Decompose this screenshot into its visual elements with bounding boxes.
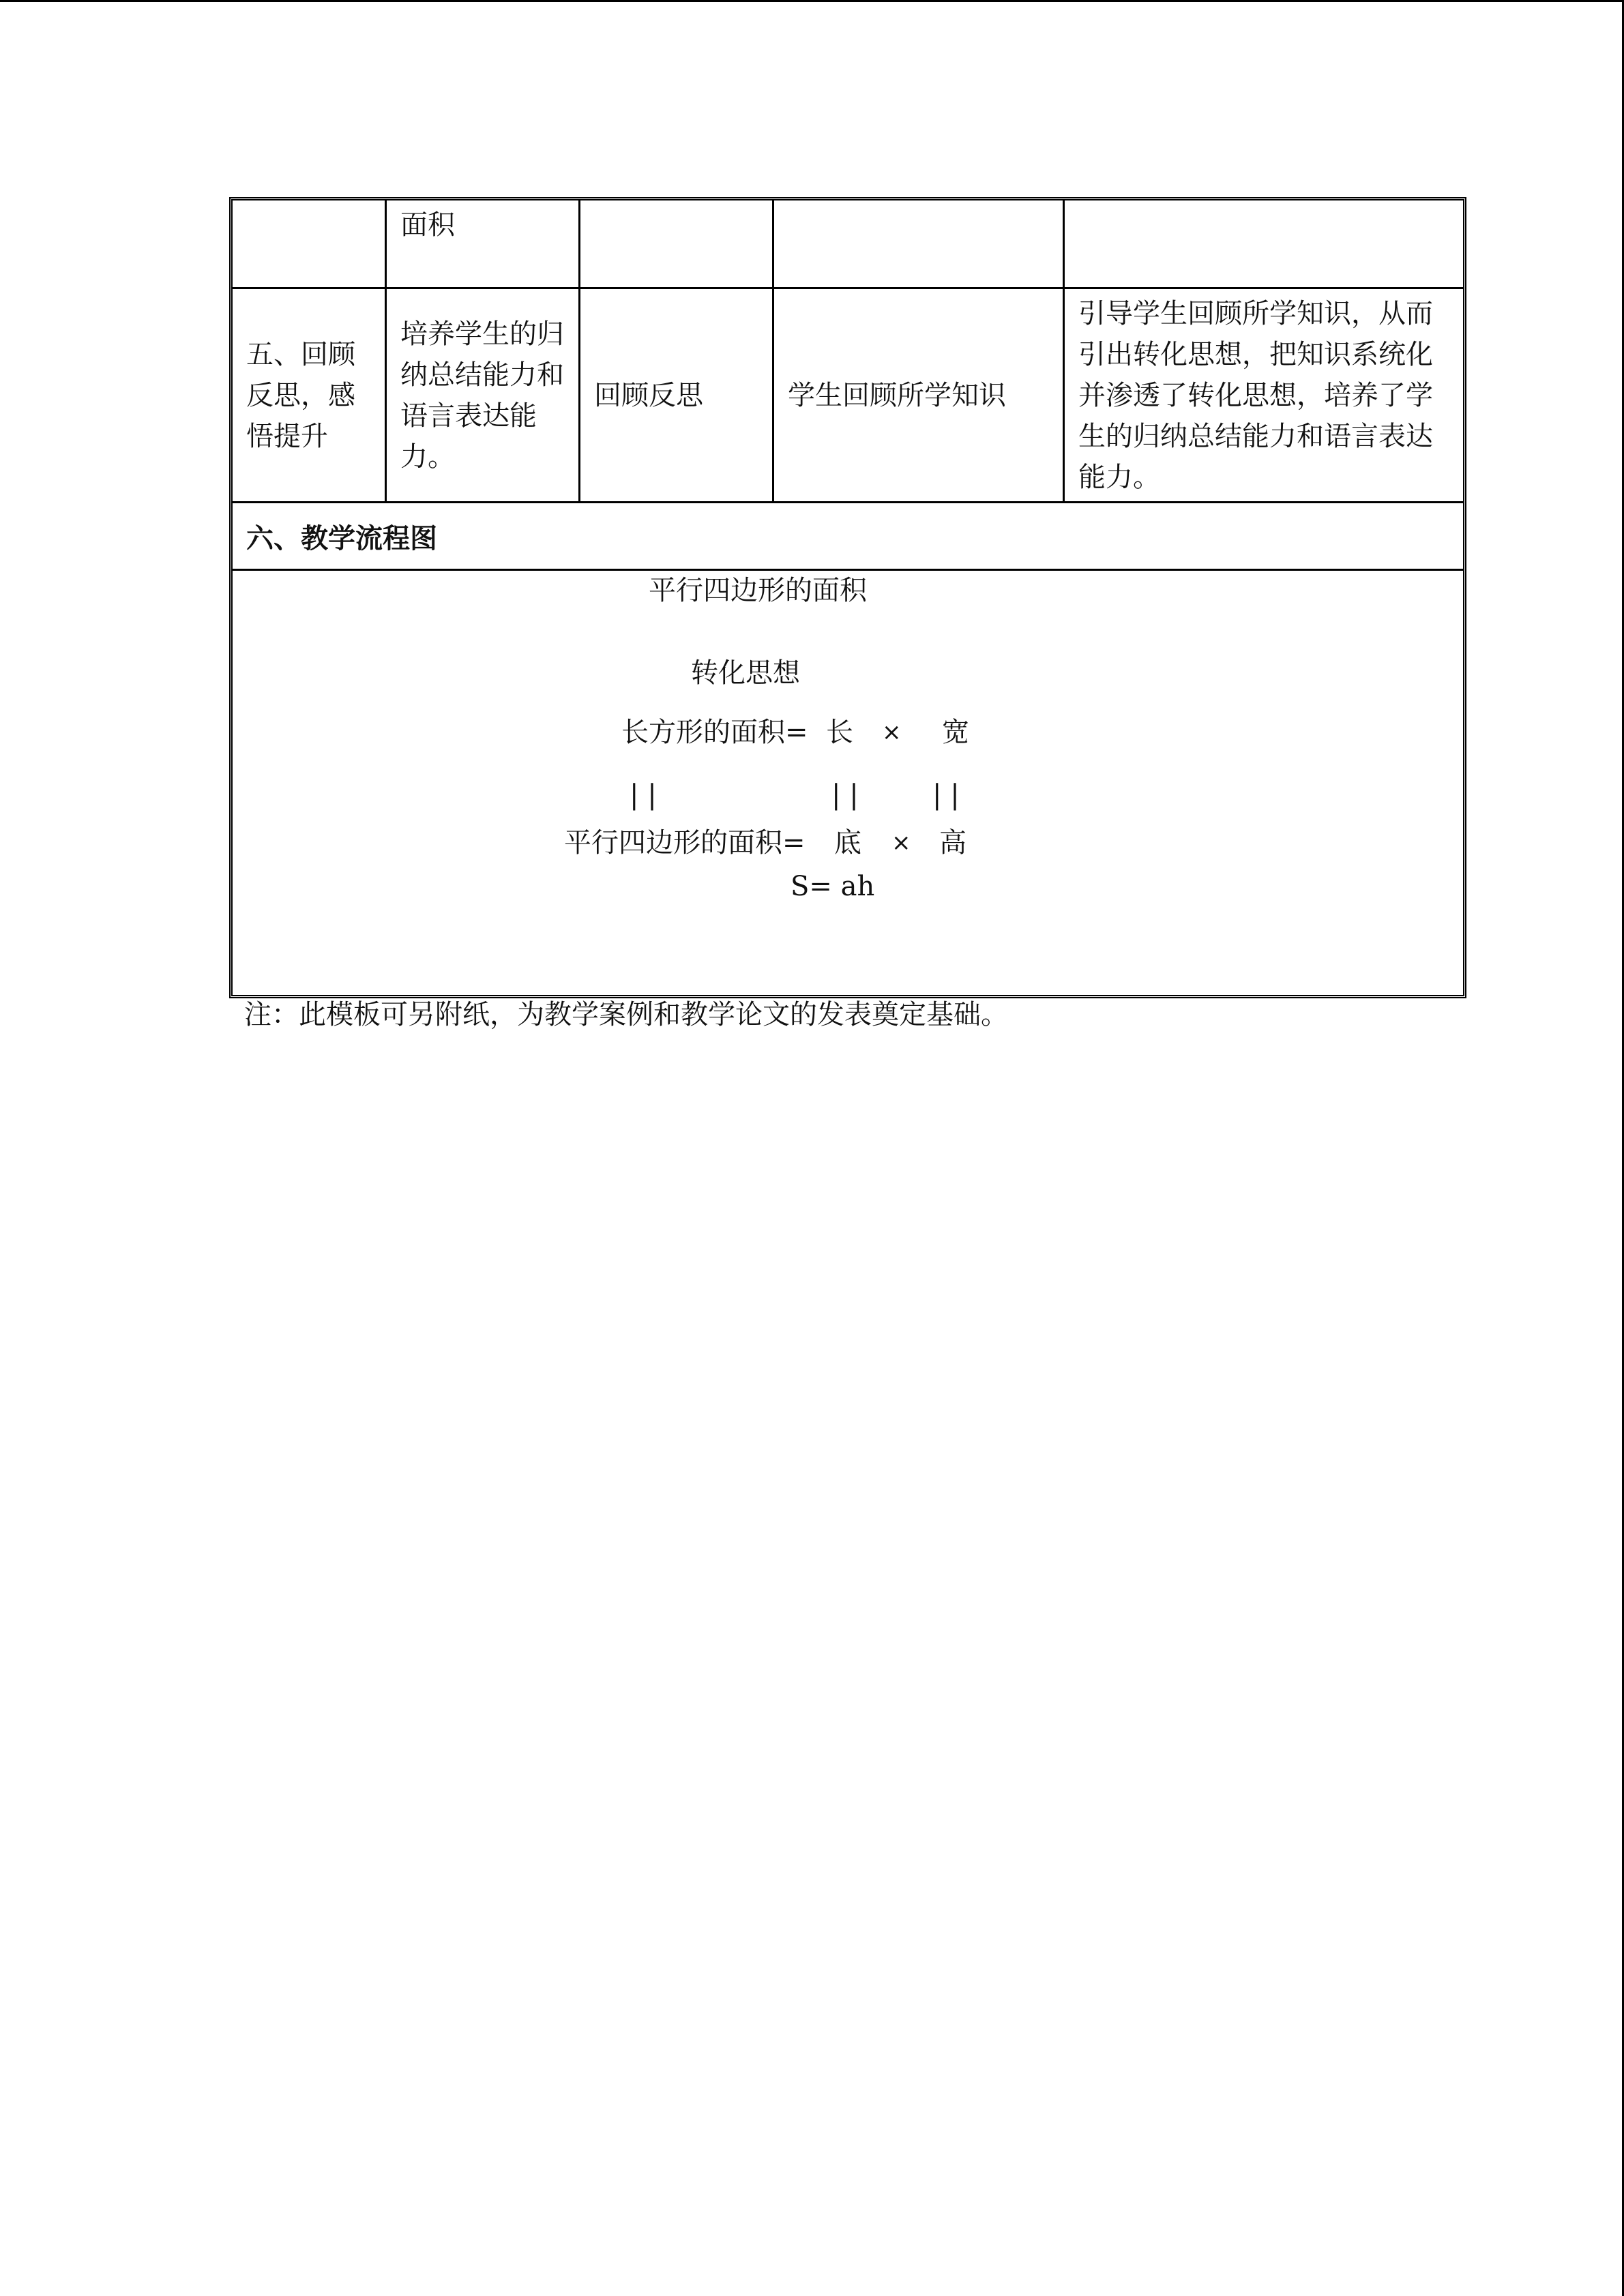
- rect-area-label: 长方形的面积=: [621, 717, 808, 748]
- lesson-plan-table: [229, 197, 1466, 998]
- stage-cell: [233, 289, 387, 501]
- goal-cell: [387, 289, 580, 501]
- rect-length: 长: [826, 717, 853, 748]
- rect-width: 宽: [942, 717, 969, 748]
- connector-left: | |: [630, 779, 657, 811]
- table-row: [233, 289, 1463, 503]
- goal-cell: 面积: [387, 200, 580, 287]
- parallelogram-base: 底: [834, 827, 861, 859]
- connector-right: | |: [932, 779, 960, 811]
- intent-text: 引导学生回顾所学知识，从而引出转化思想，把知识系统化并渗透了转化思想，培养了学生的归纳总结能力和语言表达能力。: [1078, 298, 1433, 493]
- student-text: 学生回顾所学知识: [788, 379, 1006, 411]
- student-cell: [774, 289, 1065, 501]
- area-formula: S= ah: [791, 871, 875, 902]
- table-row: [233, 503, 1463, 571]
- intent-cell: [1065, 289, 1463, 501]
- parallelogram-height: 高: [939, 827, 966, 859]
- page-top-border: [0, 0, 1624, 2]
- section-header: 六、教学流程图: [246, 522, 437, 554]
- stage-text: 五、回顾反思，感悟提升: [246, 338, 355, 452]
- times-symbol: ×: [882, 719, 902, 746]
- activity-cell: [580, 289, 774, 501]
- stage-cell: [233, 200, 387, 287]
- flowchart-title: 平行四边形的面积: [649, 575, 867, 606]
- parallelogram-area-label: 平行四边形的面积=: [564, 827, 806, 859]
- times-symbol: ×: [891, 829, 911, 856]
- connector-middle: | |: [831, 779, 859, 811]
- activity-text: 回顾反思: [594, 379, 703, 411]
- footnote: 注：此模板可另附纸，为教学案例和教学论文的发表奠定基础。: [244, 999, 1008, 1030]
- activity-cell: [580, 200, 774, 287]
- flowchart-method: 转化思想: [691, 657, 800, 689]
- intent-cell: [1065, 200, 1463, 287]
- student-cell: [774, 200, 1065, 287]
- table-row: [233, 200, 1463, 289]
- flowchart-area: [233, 571, 1463, 995]
- goal-text: 培养学生的归纳总结能力和语言表达能力。: [400, 318, 564, 473]
